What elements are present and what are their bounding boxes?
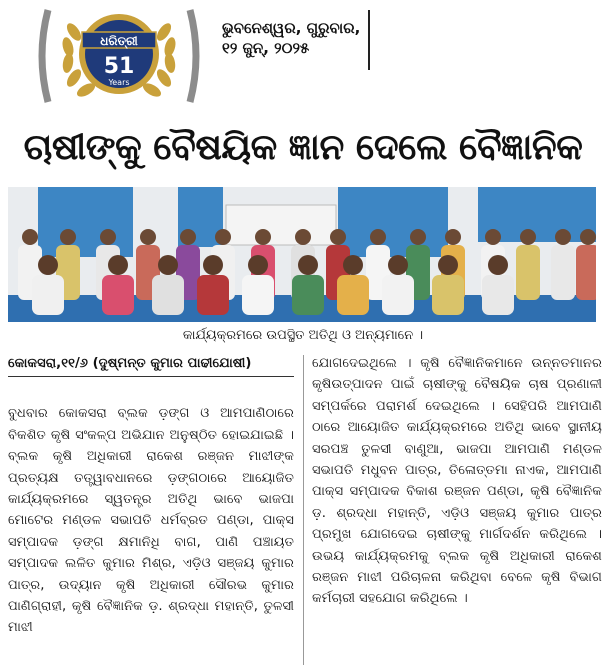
article-byline: କୋକସରା,୧୧/୬ (ଦୁଷ୍ମନ୍ତ କୁମାର ପାଢୀଯୋଷୀ) — [8, 353, 294, 377]
article-body-right: ଯୋଗଦେଇଥିଲେ । କୃଷି ବୈଜ୍ଞାନିକମାନେ ଉନ୍ନତମାନର କୃଷିଉତ୍ପାଦନ ପାଇଁ ଚାଷୀଙ୍କୁ ବୈଷୟିକ ଚାଷ ପ୍ରଣାଳୀ ସମ୍ପର୍କରେ ପରାମର୍ଶ ଦେଇଥିଲେ । ସେହିପରି ଆମପାଣି ଠାରେ ଆୟୋଜିତ କାର୍ଯ୍ୟକ୍ରମରେ ଅତିଥି ଭାବେ ସ୍ଥାନୀୟ ସରପଞ୍ଚ ତୁଳସୀ ବାଣୁଆ, ଭାଜପା ଆମପାଣି ମଣ୍ଡଳ ସଭାପତି ମଧୁବନ ପାତ୍ର, ତିଳୋତ୍ତମା ନାଏକ, ଆମପାଣି ପାକ୍ସ ସମ୍ପାଦକ ବିକାଶ ରଞ୍ଜନ ପଣ୍ଡା, କୃଷି ବୈଜ୍ଞାନିକ ଡ଼. ଶ୍ରଦ୍ଧା ମହାନ୍ତି, ଏଡ଼ିଓ ସଞ୍ଜୟ କୁମାର ପାତ୍ର ପ୍ରମୁଖ ଯୋଗଦେଇ ଚାଷୀଙ୍କୁ ମାର୍ଗଦର୍ଶନ କରିଥିଲେ । ଉଭୟ କାର୍ଯ୍ୟକ୍ରମକୁ ବ୍ଲକ କୃଷି ଅଧିକାରୀ ରାକେଶ ରଞ୍ଜନ ମାଝୀ ପରିଚାଳନା କରିଥିବା ବେଳେ କୃଷି ବିଭାଗ କର୍ମଚାରୀ ସହଯୋଗ କରିଥିଲେ । — [312, 356, 602, 607]
logo-number: 51 — [103, 54, 135, 79]
article-column-left — [8, 353, 294, 639]
column-divider — [303, 355, 304, 665]
laurel-logo-icon — [34, 2, 204, 110]
article-headline: ଚାଷୀଙ୍କୁ ବୈଷୟିକ ଜ୍ଞାନ ଦେଲେ ବୈଜ୍ଞାନିକ — [23, 127, 583, 168]
masthead-divider — [368, 10, 370, 70]
photo-caption: କାର୍ଯ୍ୟକ୍ରମରେ ଉପସ୍ଥିତ ଅତିଥି ଓ ଅନ୍ୟମାନେ । — [182, 328, 424, 343]
article-body-left: ବୁଧବାର କୋକସରା ବ୍ଲକ ଡ଼ଙ୍ଗ ଓ ଆମପାଣିଠାରେ ବିକଶିତ କୃଷି ସଂକଳ୍ପ ଅଭିଯାନ ଅନୁଷ୍ଠିତ ହୋଇଯାଇଛି । ବ୍ଲକ କୃଷି ଅଧିକାରୀ ରାକେଶ ରଞ୍ଜନ ମାଝୀଙ୍କ ପ୍ରତ୍ୟକ୍ଷ ତତ୍ତ୍ୱାବଧାନରେ ଡ଼ଙ୍ଗଠାରେ ଆୟୋଜିତ କାର୍ଯ୍ୟକ୍ରମରେ ସ୍ୱତନ୍ତ୍ର ଅତିଥି ଭାବେ ଭାଜପା ମୋଟେର ମଣ୍ଡଳ ସଭାପତି ଧର୍ମବ୍ରତ ପଣ୍ଡା, ପାକ୍ସ ସମ୍ପାଦକ ଡ଼ଙ୍ଗ କ୍ଷମାନିଧି ବାଗ, ପାଣି ପଞ୍ଚାୟତ ସମ୍ପାଦକ ଲଳିତ କୁମାର ମିଶ୍ର, ଏଡ଼ିଓ ସଞ୍ଜୟ କୁମାର ପାତ୍ର, ଉଦ୍ୟାନ କୃଷି ଅଧିକାରୀ ସୌରଭ କୁମାର ପାଣିଗ୍ରାହୀ, କୃଷି ବୈଜ୍ଞାନିକ ଡ଼. ଶ୍ରଦ୍ଧା ମହାନ୍ତି, ତୁଳସୀ ମାଝୀ — [8, 406, 294, 636]
dateline-date: ୧୨ ଜୁନ୍, ୨୦୨୫ — [222, 39, 310, 57]
dateline — [222, 18, 372, 58]
group-photo-image — [8, 187, 596, 322]
article-photo — [8, 187, 596, 322]
anniversary-logo — [34, 2, 204, 110]
dateline-city-day: ଭୁବନେଶ୍ୱର, ଗୁରୁବାର, — [222, 19, 361, 37]
masthead — [0, 0, 606, 112]
logo-name: ଧରିତ୍ରୀ — [100, 34, 138, 48]
logo-years: Years — [108, 78, 130, 87]
article-column-right — [312, 353, 602, 610]
